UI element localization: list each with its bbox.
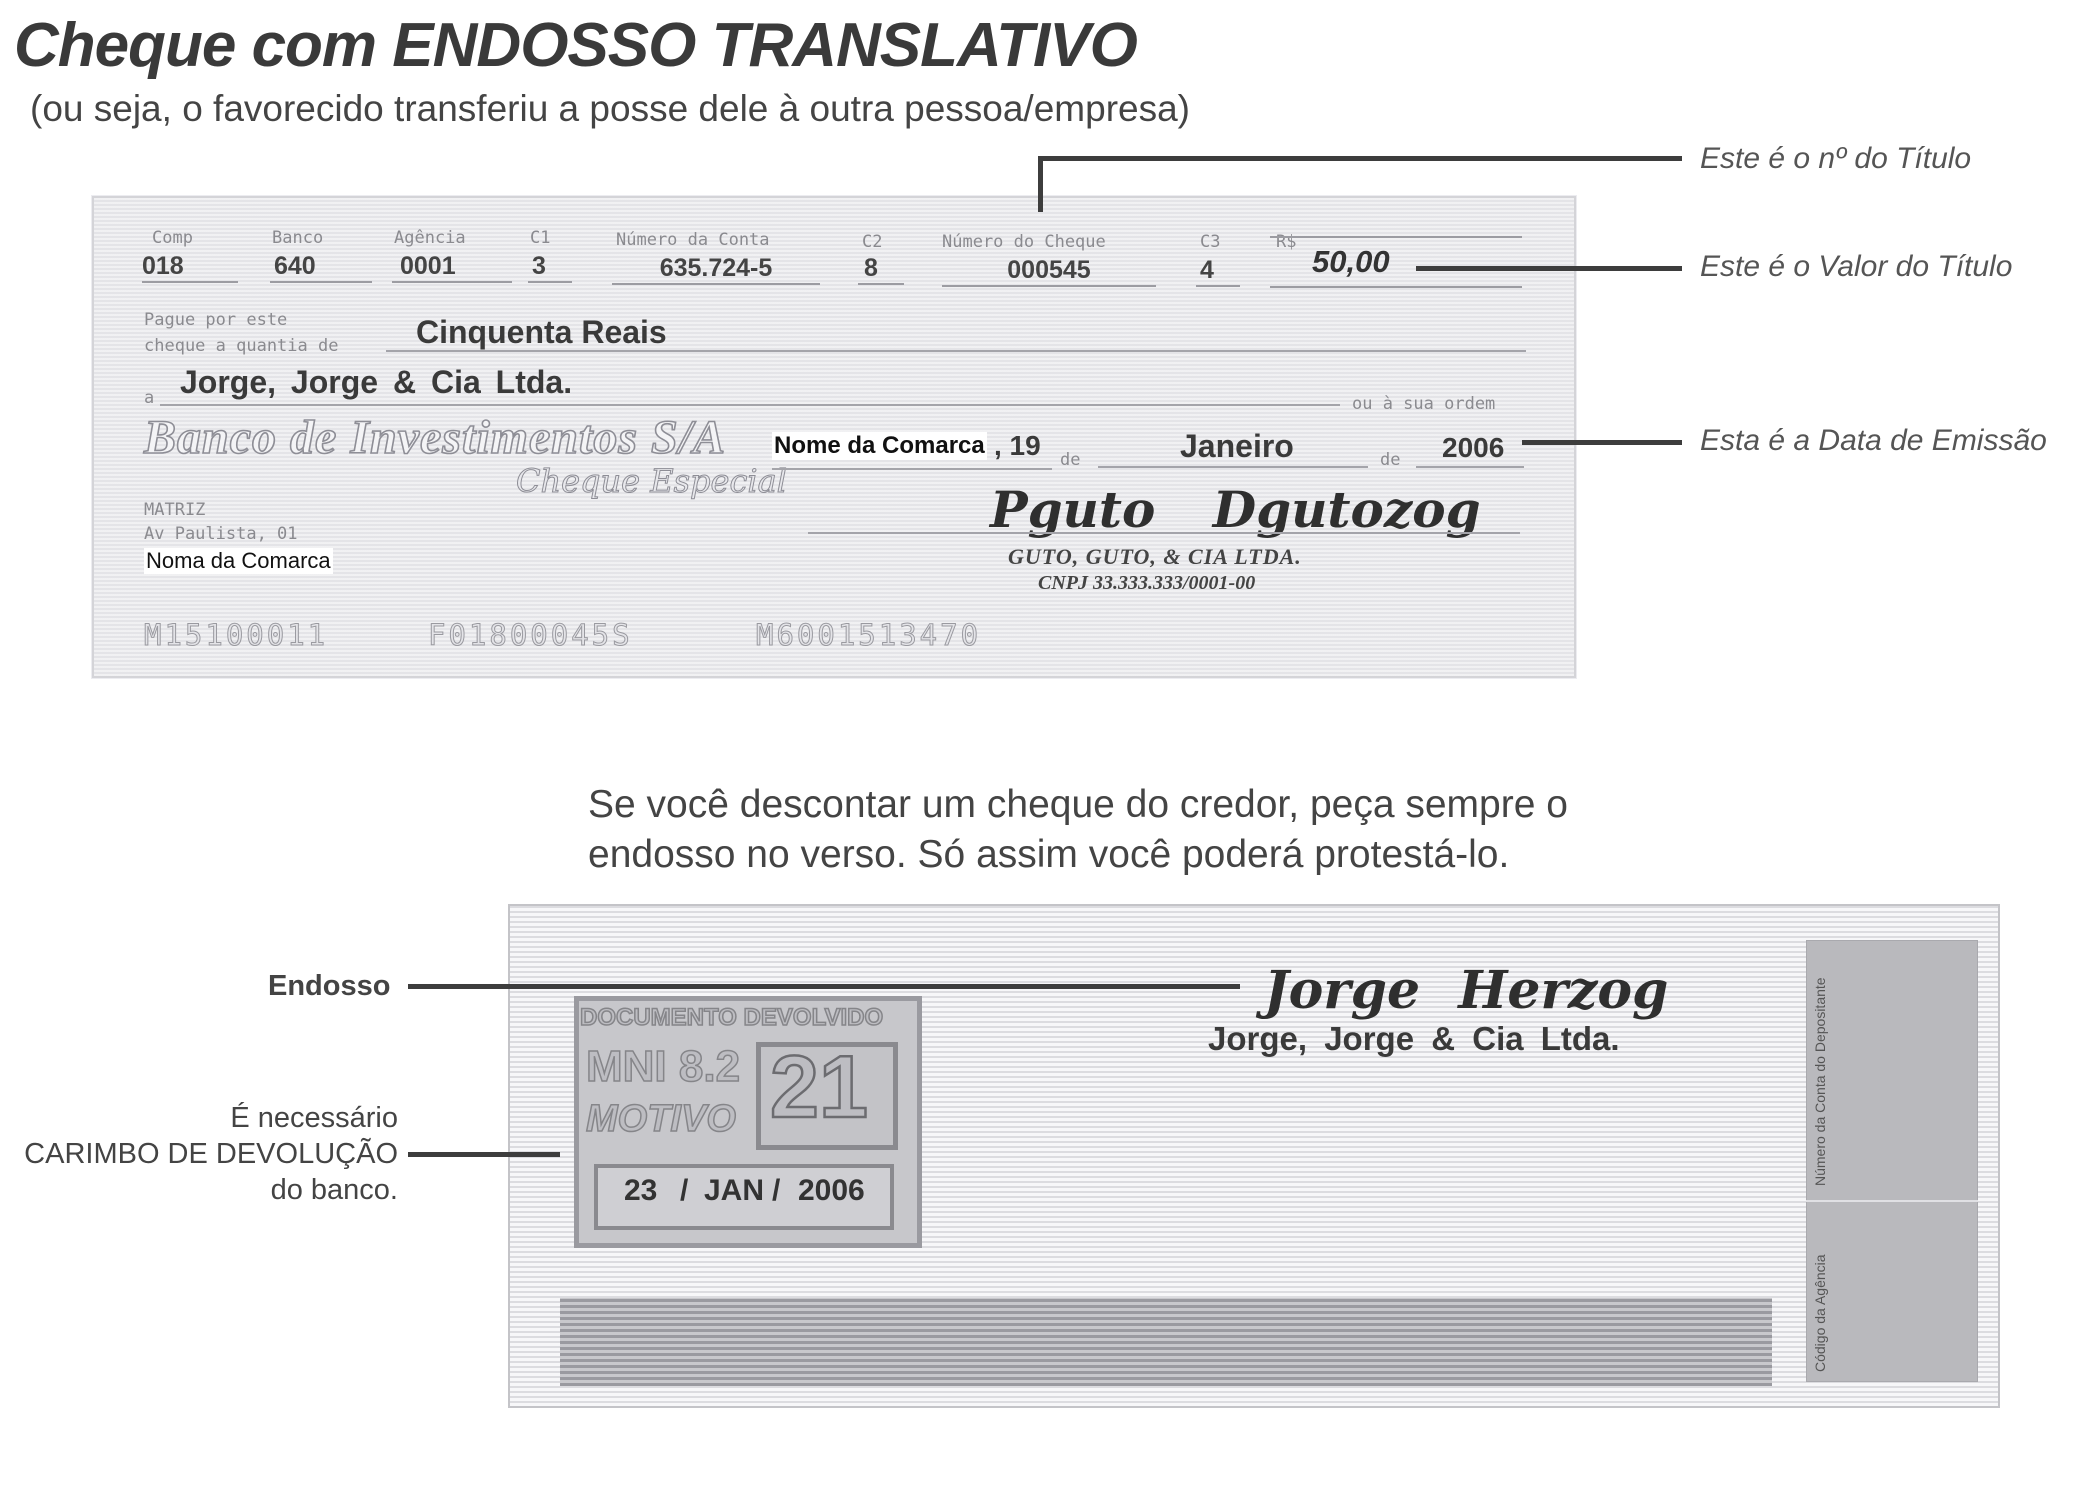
stamp-note-line-3: do banco. <box>270 1174 398 1206</box>
stamp-date-sep-2: / <box>772 1174 781 1207</box>
callout-line-valor <box>1416 266 1682 271</box>
date-de-1: de <box>1060 450 1081 470</box>
date-month: Janeiro <box>1180 428 1294 464</box>
date-year: 2006 <box>1442 432 1505 463</box>
stamp-date-day: 23 <box>624 1174 658 1207</box>
callout-line-data <box>1522 440 1682 445</box>
stamp-note-pointer <box>408 1152 560 1157</box>
callout-line-titulo-v <box>1038 156 1043 212</box>
endosso-label: Endosso <box>268 970 391 1002</box>
field-valor-value: 50,00 <box>1312 244 1390 279</box>
address-line-2: Av Paulista, 01 <box>144 524 298 544</box>
field-c1-label: C1 <box>530 228 551 248</box>
drawer-signature: Pguto Dgutozog <box>990 480 1481 539</box>
comarca-name: Nome da Comarca <box>774 432 985 459</box>
field-comp-label: Comp <box>152 228 193 248</box>
field-comp-value: 018 <box>142 252 238 283</box>
micr-1: M15100011 <box>144 618 329 652</box>
micr-3: M6001513470 <box>756 618 982 652</box>
field-c2-label: C2 <box>862 232 883 252</box>
address-line-3: Noma da Comarca <box>146 548 331 573</box>
ordem-label: ou à sua ordem <box>1352 394 1496 414</box>
callout-emission-date: Esta é a Data de Emissão <box>1700 424 2047 457</box>
endosso-pointer <box>408 984 1240 989</box>
bank-sub-title: Cheque Especial <box>516 462 787 500</box>
advice-line-1: Se você descontar um cheque do credor, peça sempre o <box>588 783 1568 826</box>
field-c3-label: C3 <box>1200 232 1221 252</box>
stamp-motivo-value: 21 <box>770 1037 868 1136</box>
field-cheque-number-label: Número do Cheque <box>942 232 1106 252</box>
field-c2-value: 8 <box>858 254 904 285</box>
stamp-date-sep-1: / <box>680 1174 689 1207</box>
field-conta-value: 635.724-5 <box>612 254 820 285</box>
callout-titulo-number: Este é o nº do Título <box>1700 142 1972 175</box>
panel-text-account: Número da Conta do Depositante <box>1812 977 1828 1186</box>
micr-2: F01800045S <box>428 618 633 652</box>
field-conta-label: Número da Conta <box>616 230 770 250</box>
payee-a-label: a <box>144 388 155 408</box>
stamp-note-line-1: É necessário <box>230 1102 398 1134</box>
field-c3-value: 4 <box>1196 256 1240 287</box>
advice-line-2: endosso no verso. Só assim você poderá protestá-lo. <box>588 833 1510 876</box>
date-de-2: de <box>1380 450 1401 470</box>
drawer-cnpj: CNPJ 33.333.333/0001-00 <box>1038 572 1256 594</box>
amount-in-words: Cinquenta Reais <box>416 314 667 350</box>
date-day: , 19 <box>994 430 1041 461</box>
pague-label-2: cheque a quantia de <box>144 336 339 356</box>
stamp-date-year: 2006 <box>798 1174 865 1207</box>
payee-name: Jorge, Jorge & Cia Ltda. <box>180 364 573 400</box>
stamp-note <box>10 1100 398 1208</box>
endorsement-company: Jorge, Jorge & Cia Ltda. <box>1208 1020 1620 1057</box>
stamp-note-line-2: CARIMBO DE DEVOLUÇÃO <box>24 1138 398 1170</box>
field-cheque-number-value: 000545 <box>942 256 1156 287</box>
deposit-panel <box>1806 940 1978 1382</box>
callout-titulo-value: Este é o Valor do Título <box>1700 250 2013 283</box>
field-agencia-value: 0001 <box>392 252 512 283</box>
bank-name: Banco de Investimentos S/A <box>144 411 727 464</box>
barcode-band <box>560 1298 1772 1386</box>
stamp-motivo-label: MOTIVO <box>586 1098 736 1140</box>
drawer-company: GUTO, GUTO, & CIA LTDA. <box>1008 544 1302 569</box>
stamp-header: DOCUMENTO DEVOLVIDO <box>580 1004 884 1031</box>
advice-text <box>588 780 1568 880</box>
field-agencia-label: Agência <box>394 228 466 248</box>
stamp-date-month: JAN <box>704 1174 765 1207</box>
stamp-code: MNI 8.2 <box>586 1042 741 1091</box>
page-title: Cheque com ENDOSSO TRANSLATIVO <box>14 11 1137 80</box>
field-c1-value: 3 <box>528 252 572 283</box>
panel-text-agency: Código da Agência <box>1812 1254 1828 1372</box>
page-subtitle: (ou seja, o favorecido transferiu a posse dele à outra pessoa/empresa) <box>30 88 1190 129</box>
callout-line-titulo-h <box>1038 156 1682 161</box>
field-banco-value: 640 <box>270 252 372 283</box>
field-banco-label: Banco <box>272 228 324 248</box>
pague-label-1: Pague por este <box>144 310 288 330</box>
endorsement-signature: Jorge Herzog <box>1264 960 1669 1021</box>
field-valor-label: R$ <box>1276 232 1297 252</box>
address-line-1: MATRIZ <box>144 500 206 520</box>
